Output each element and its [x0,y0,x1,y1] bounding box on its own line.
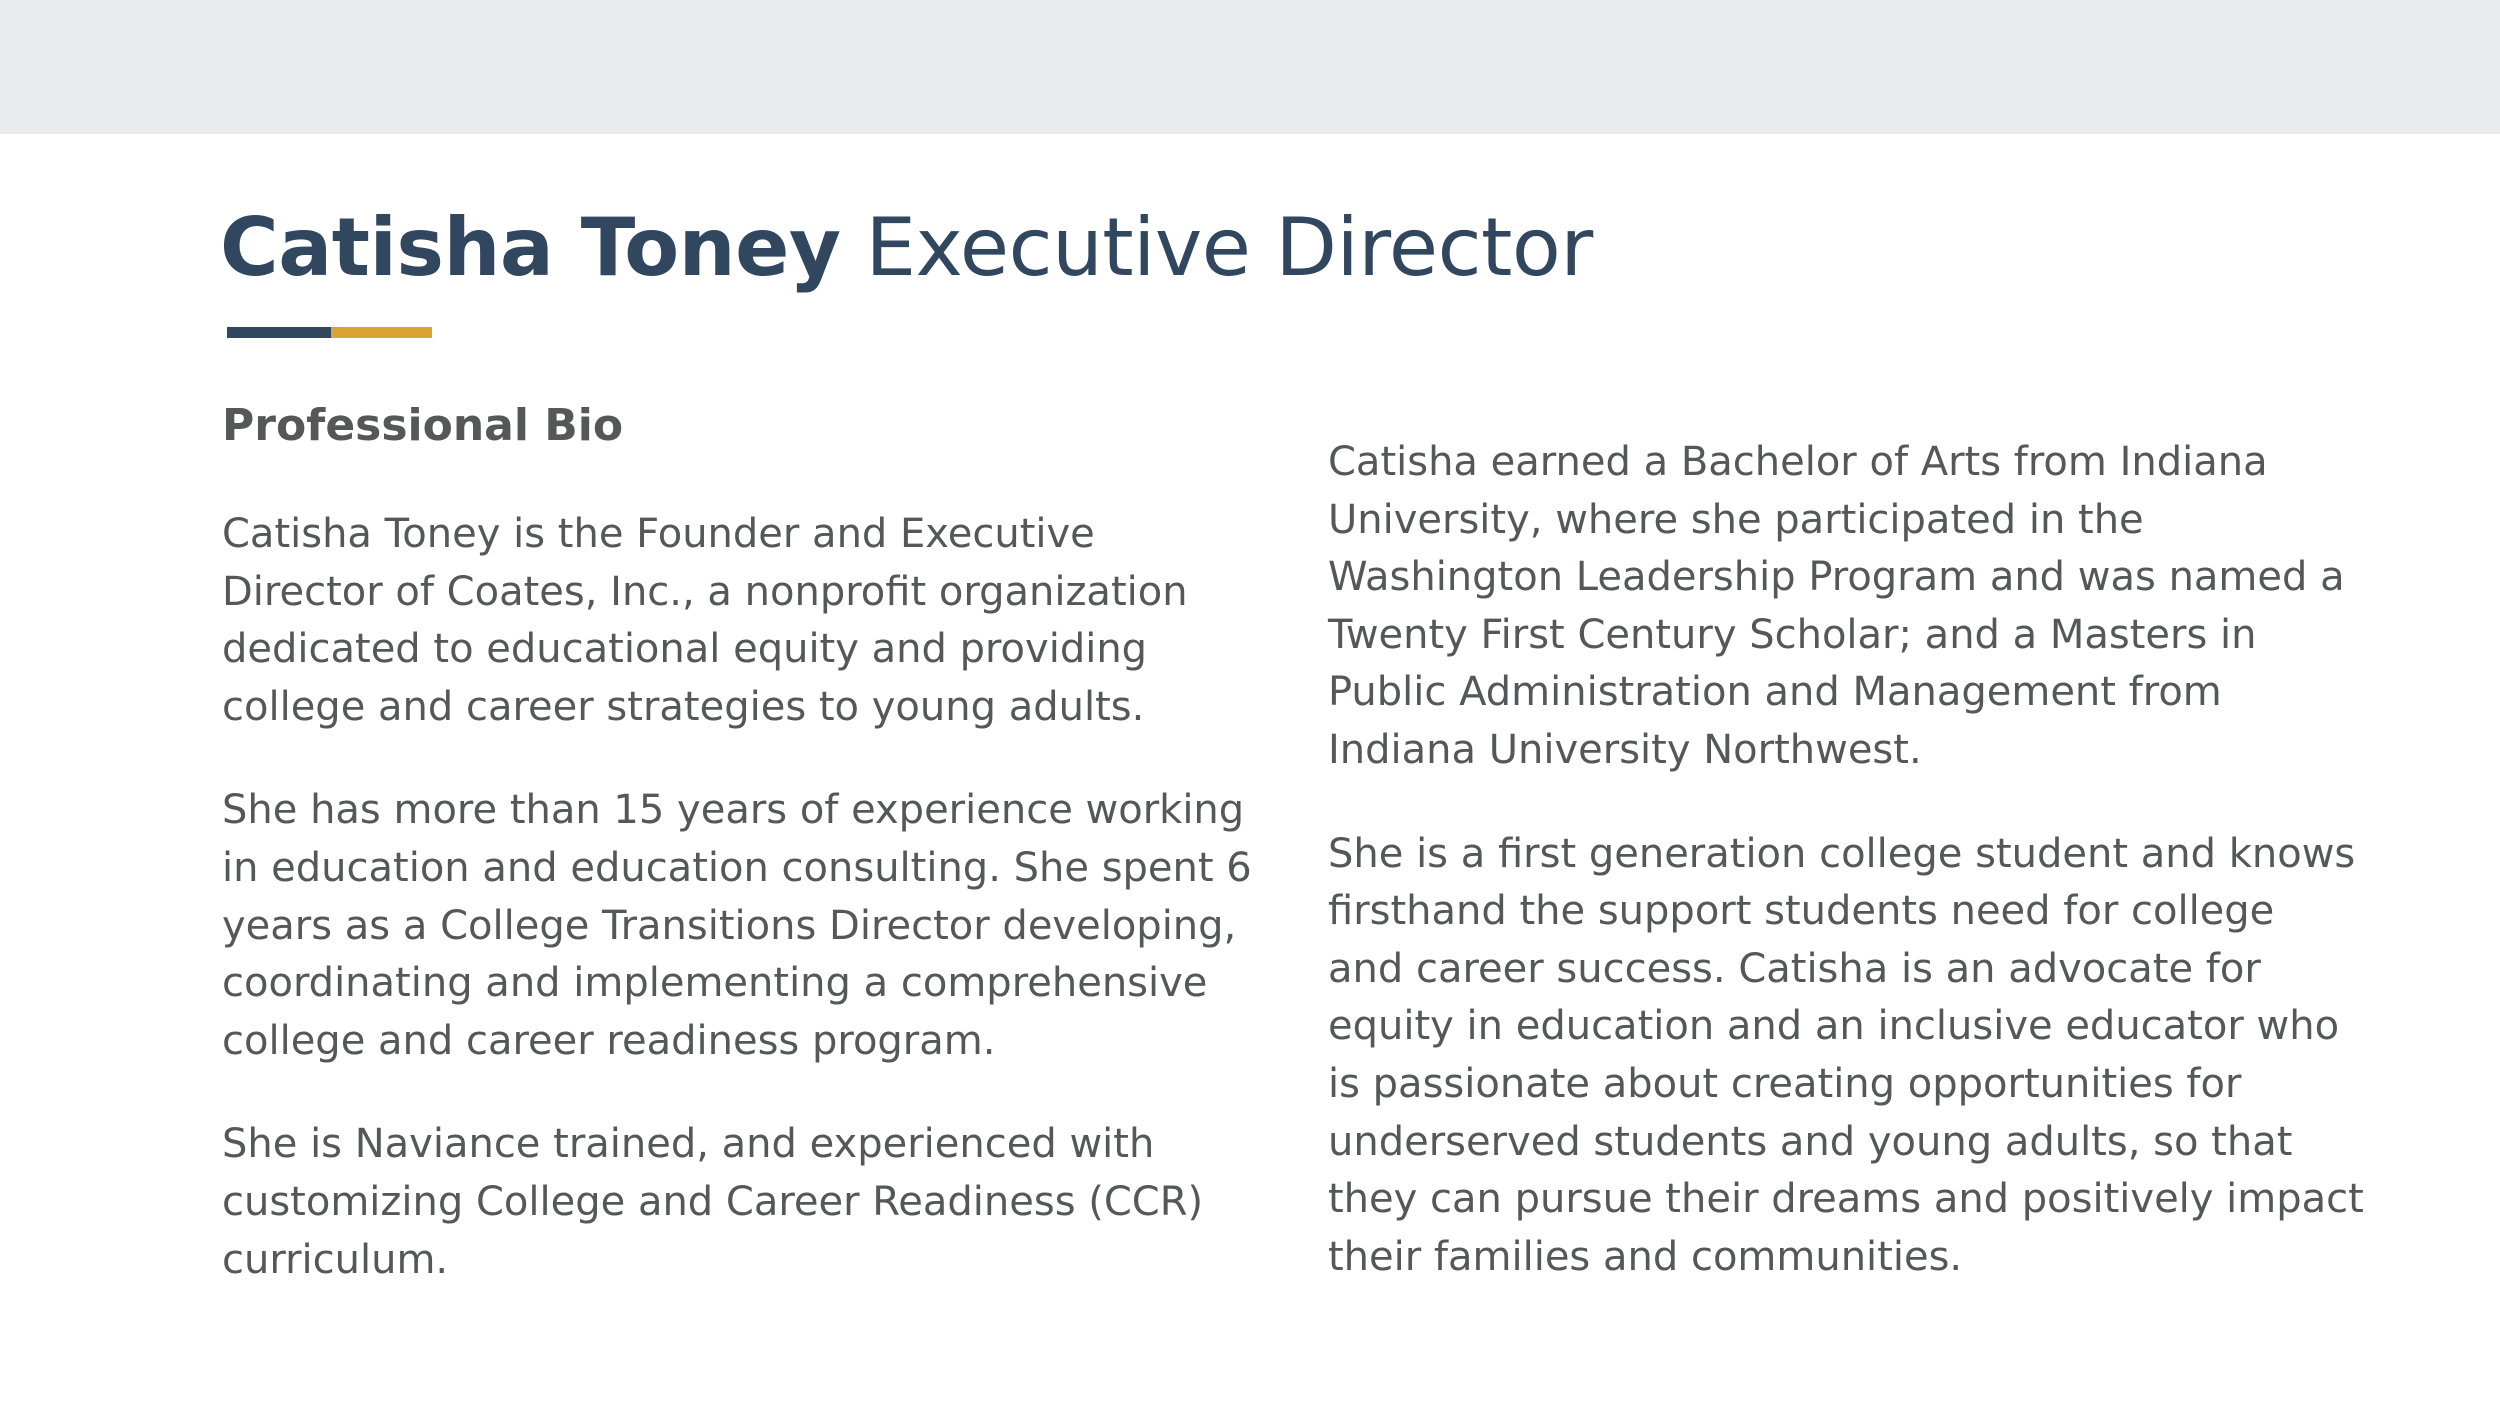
section-heading-professional-bio: Professional Bio [222,400,624,451]
text-line: Director of Coates, Inc., a nonprofit organization [222,568,1188,615]
text-line: coordinating and implementing a comprehensive [222,960,1208,1007]
page-title [220,198,1593,298]
text-line: She has more than 15 years of experience working [222,787,1245,834]
text-line: firsthand the support students need for college [1328,888,2275,935]
bio-left-column [222,506,1252,1289]
text-line: in education and education consulting. She spent 6 [222,844,1252,891]
text-line: Catisha earned a Bachelor of Arts from Indiana [1328,439,2268,485]
top-header-band [0,0,2500,134]
text-line: Twenty First Century Scholar; and a Masters in [1328,611,2257,658]
text-line: is passionate about creating opportunities for [1328,1060,2242,1107]
text-line: Washington Leadership Program and was named a [1328,554,2345,601]
bio-right-column [1328,434,2364,1286]
text-line: dedicated to educational equity and providing [222,626,1148,673]
text-line: they can pursue their dreams and positively impact [1328,1176,2364,1223]
text-line: college and career readiness program. [222,1017,996,1064]
text-line: Public Administration and Management from [1328,669,2222,716]
accent-bar-navy-segment [227,327,331,338]
bio-paragraph [1328,434,2345,780]
accent-bar-gold-segment [331,327,432,338]
bio-paragraph [222,506,1222,736]
text-line: She is Naviance trained, and experienced with [222,1121,1155,1168]
bio-paragraph [222,782,1252,1070]
text-line: equity in education and an inclusive educator who [1328,1003,2340,1050]
text-line: years as a College Transitions Director developing, [222,902,1237,949]
text-line: college and career strategies to young adults. [222,683,1145,730]
text-line: She is a first generation college student and knows [1328,830,2356,877]
person-name: Catisha Toney [220,201,841,294]
text-line: and career success. Catisha is an advocate for [1328,945,2261,992]
text-line: curriculum. [222,1236,449,1283]
bio-paragraph [222,1116,1222,1289]
title-accent-bar [227,327,432,338]
text-line: underserved students and young adults, so that [1328,1118,2293,1165]
text-line: Indiana University Northwest. [1328,726,1922,773]
text-line: their families and communities. [1328,1233,1963,1280]
text-line: customizing College and Career Readiness (CCR) [222,1178,1204,1225]
person-role: Executive Director [865,201,1593,294]
text-line: University, where she participated in the [1328,496,2144,543]
bio-paragraph [1328,826,2364,1287]
text-line: Catisha Toney is the Founder and Executive [222,511,1095,557]
